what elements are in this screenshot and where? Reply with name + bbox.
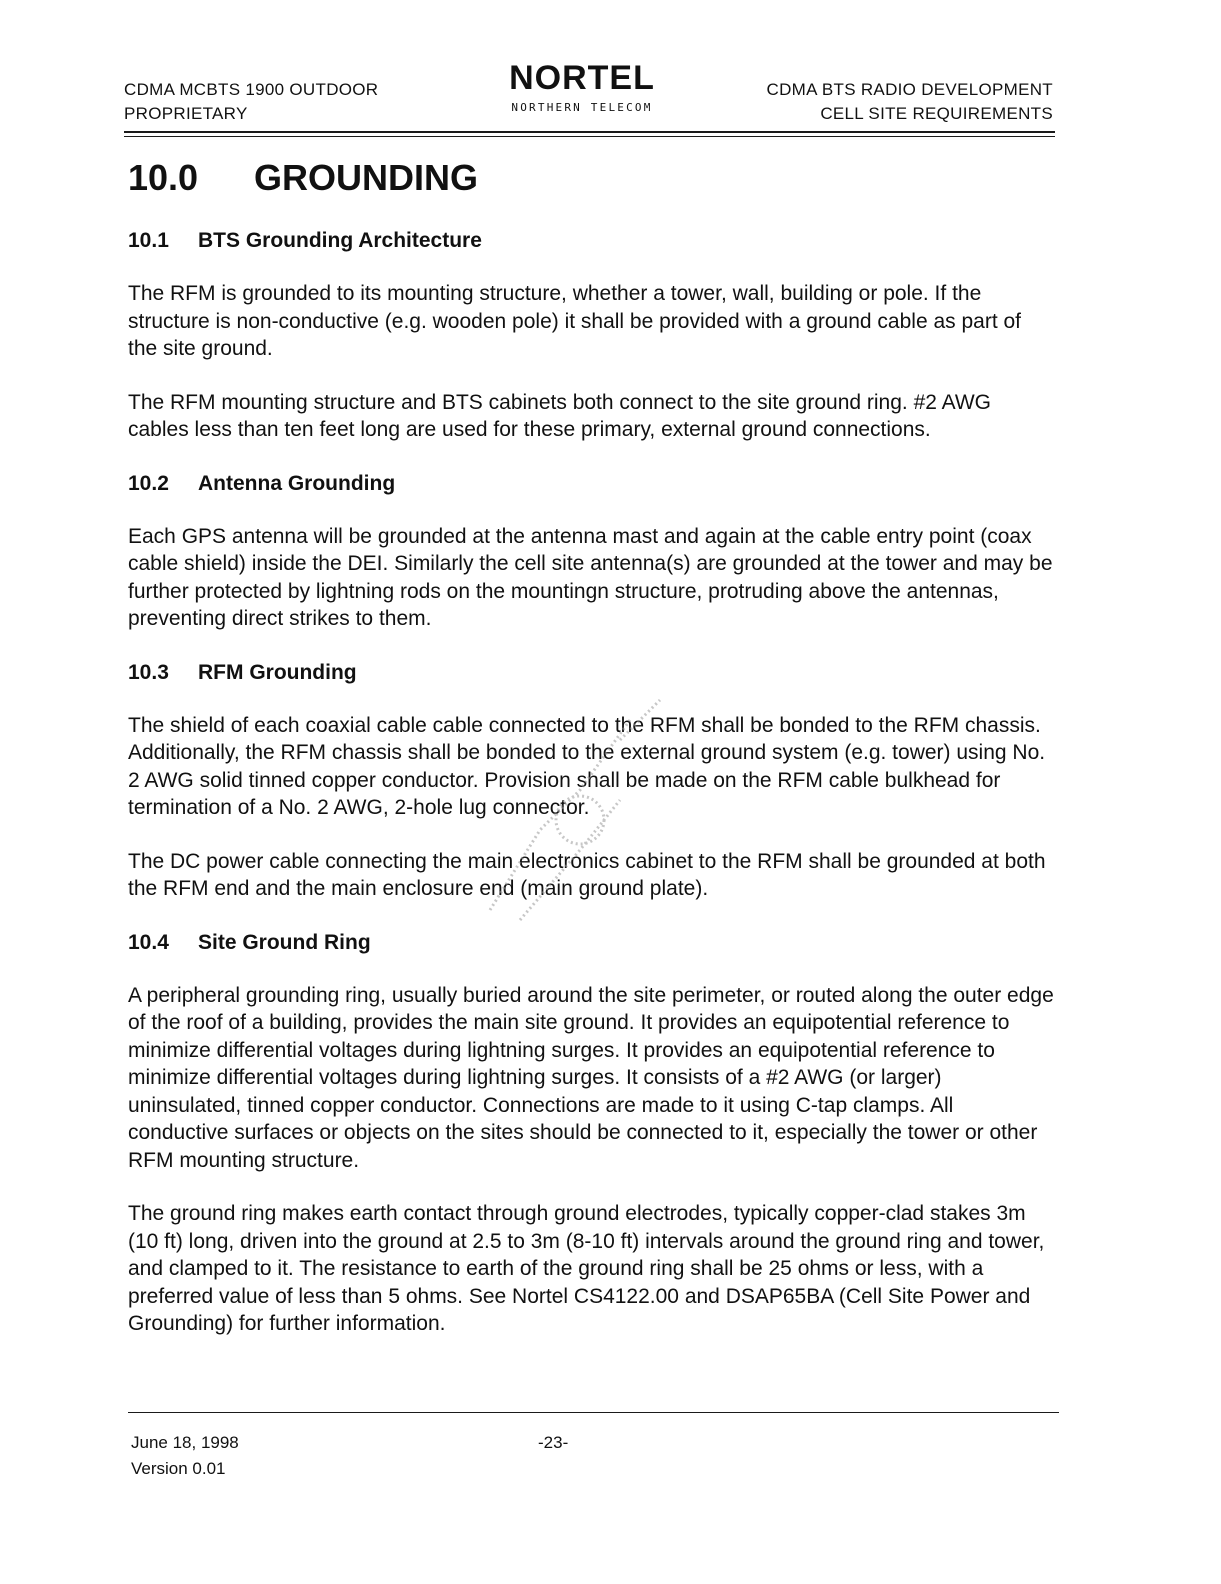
footer-date: June 18, 1998 <box>131 1433 239 1452</box>
nortel-logo <box>492 58 672 116</box>
page-content <box>128 152 1056 1338</box>
subsection-heading <box>128 470 1056 498</box>
footer-version: Version 0.01 <box>131 1459 226 1478</box>
subsection-title: Site Ground Ring <box>198 930 371 954</box>
section-number: 10.0 <box>128 157 199 198</box>
section-title: GROUNDING <box>254 157 478 198</box>
section-heading <box>128 152 1056 204</box>
header-department: CDMA BTS RADIO DEVELOPMENT <box>766 80 1053 99</box>
paragraph: The RFM mounting structure and BTS cabinets both connect to the site ground ring. #2 AWG cables less than ten feet long are used for these primary, external ground connections. <box>128 390 991 441</box>
logo-wordmark: NORTEL <box>509 59 655 97</box>
subsection-title: Antenna Grounding <box>198 471 396 495</box>
page-number: -23- <box>538 1433 569 1452</box>
subsection-heading <box>128 929 1056 957</box>
footer-left <box>131 1430 239 1482</box>
footer-rule <box>128 1412 1059 1413</box>
header-left <box>124 78 378 126</box>
subsection-title: BTS Grounding Architecture <box>198 229 482 252</box>
subsection-number: 10.2 <box>128 471 169 495</box>
subsection-heading <box>128 227 1056 255</box>
paragraph: The ground ring makes earth contact through ground electrodes, typically copper-clad stakes 3m (10 ft) long, driven into the ground at 2.5 to 3m (8-10 ft) intervals around the ground ring and tower, and clamped to it. The resistance to earth of the ground ring shall be 25 ohms or less, with a preferred value of less than 5 ohms. See Nortel CS4122.00 and DSAP65BA (Cell Site Power and Grounding) for further information. <box>128 1202 1045 1335</box>
header-right <box>767 78 1053 126</box>
header-rule-thin <box>124 136 1055 137</box>
paragraph: Each GPS antenna will be grounded at the antenna mast and again at the cable entry point (coax cable shield) inside the DEI. Similarly the cell site antenna(s) are grounded at the tower and may be further protected by lightning rods on the mountingn structure, protruding above the antennas, preventing direct strikes to them. <box>128 524 1053 630</box>
header-classification: PROPRIETARY <box>124 104 248 123</box>
subsection-number: 10.1 <box>128 229 169 252</box>
header-rule <box>124 131 1055 133</box>
subsection-number: 10.4 <box>128 930 169 954</box>
subsection-title: RFM Grounding <box>198 660 357 684</box>
header-doc-title: CDMA MCBTS 1900 OUTDOOR <box>124 80 379 99</box>
paragraph: The RFM is grounded to its mounting structure, whether a tower, wall, building or pole. If the structure is non-conductive (e.g. wooden pole) it shall be provided with a ground cable as part of the site ground. <box>128 282 1022 360</box>
paragraph: The DC power cable connecting the main electronics cabinet to the RFM shall be grounded at both the RFM end and the main enclosure end (main ground plate). <box>128 849 1046 900</box>
header-doc-type: CELL SITE REQUIREMENTS <box>820 104 1053 123</box>
logo-subtitle: NORTHERN TELECOM <box>511 101 653 114</box>
paragraph: A peripheral grounding ring, usually buried around the site perimeter, or routed along the outer edge of the roof of a building, provides the main site ground. It provides an equipotential reference to minimize differential voltages during lightning surges. It provides an equipotential reference to minimize differential voltages during lightning surges. It consists of a #2 AWG (or larger) uninsulated, tinned copper conductor. Connections are made to it using C-tap clamps. All conductive surfaces or objects on the sites should be connected to it, especially the tower or other RFM mounting structure. <box>128 983 1054 1172</box>
paragraph: The shield of each coaxial cable cable connected to the RFM shall be bonded to the RFM chassis. Additionally, the RFM chassis shall be bonded to the external ground system (e.g. tower) using No. 2 AWG solid tinned copper conductor. Provision shall be made on the RFM cable bulkhead for termination of a No. 2 AWG, 2-hole lug connector. <box>128 713 1046 819</box>
subsection-heading <box>128 659 1056 687</box>
subsection-number: 10.3 <box>128 660 169 684</box>
